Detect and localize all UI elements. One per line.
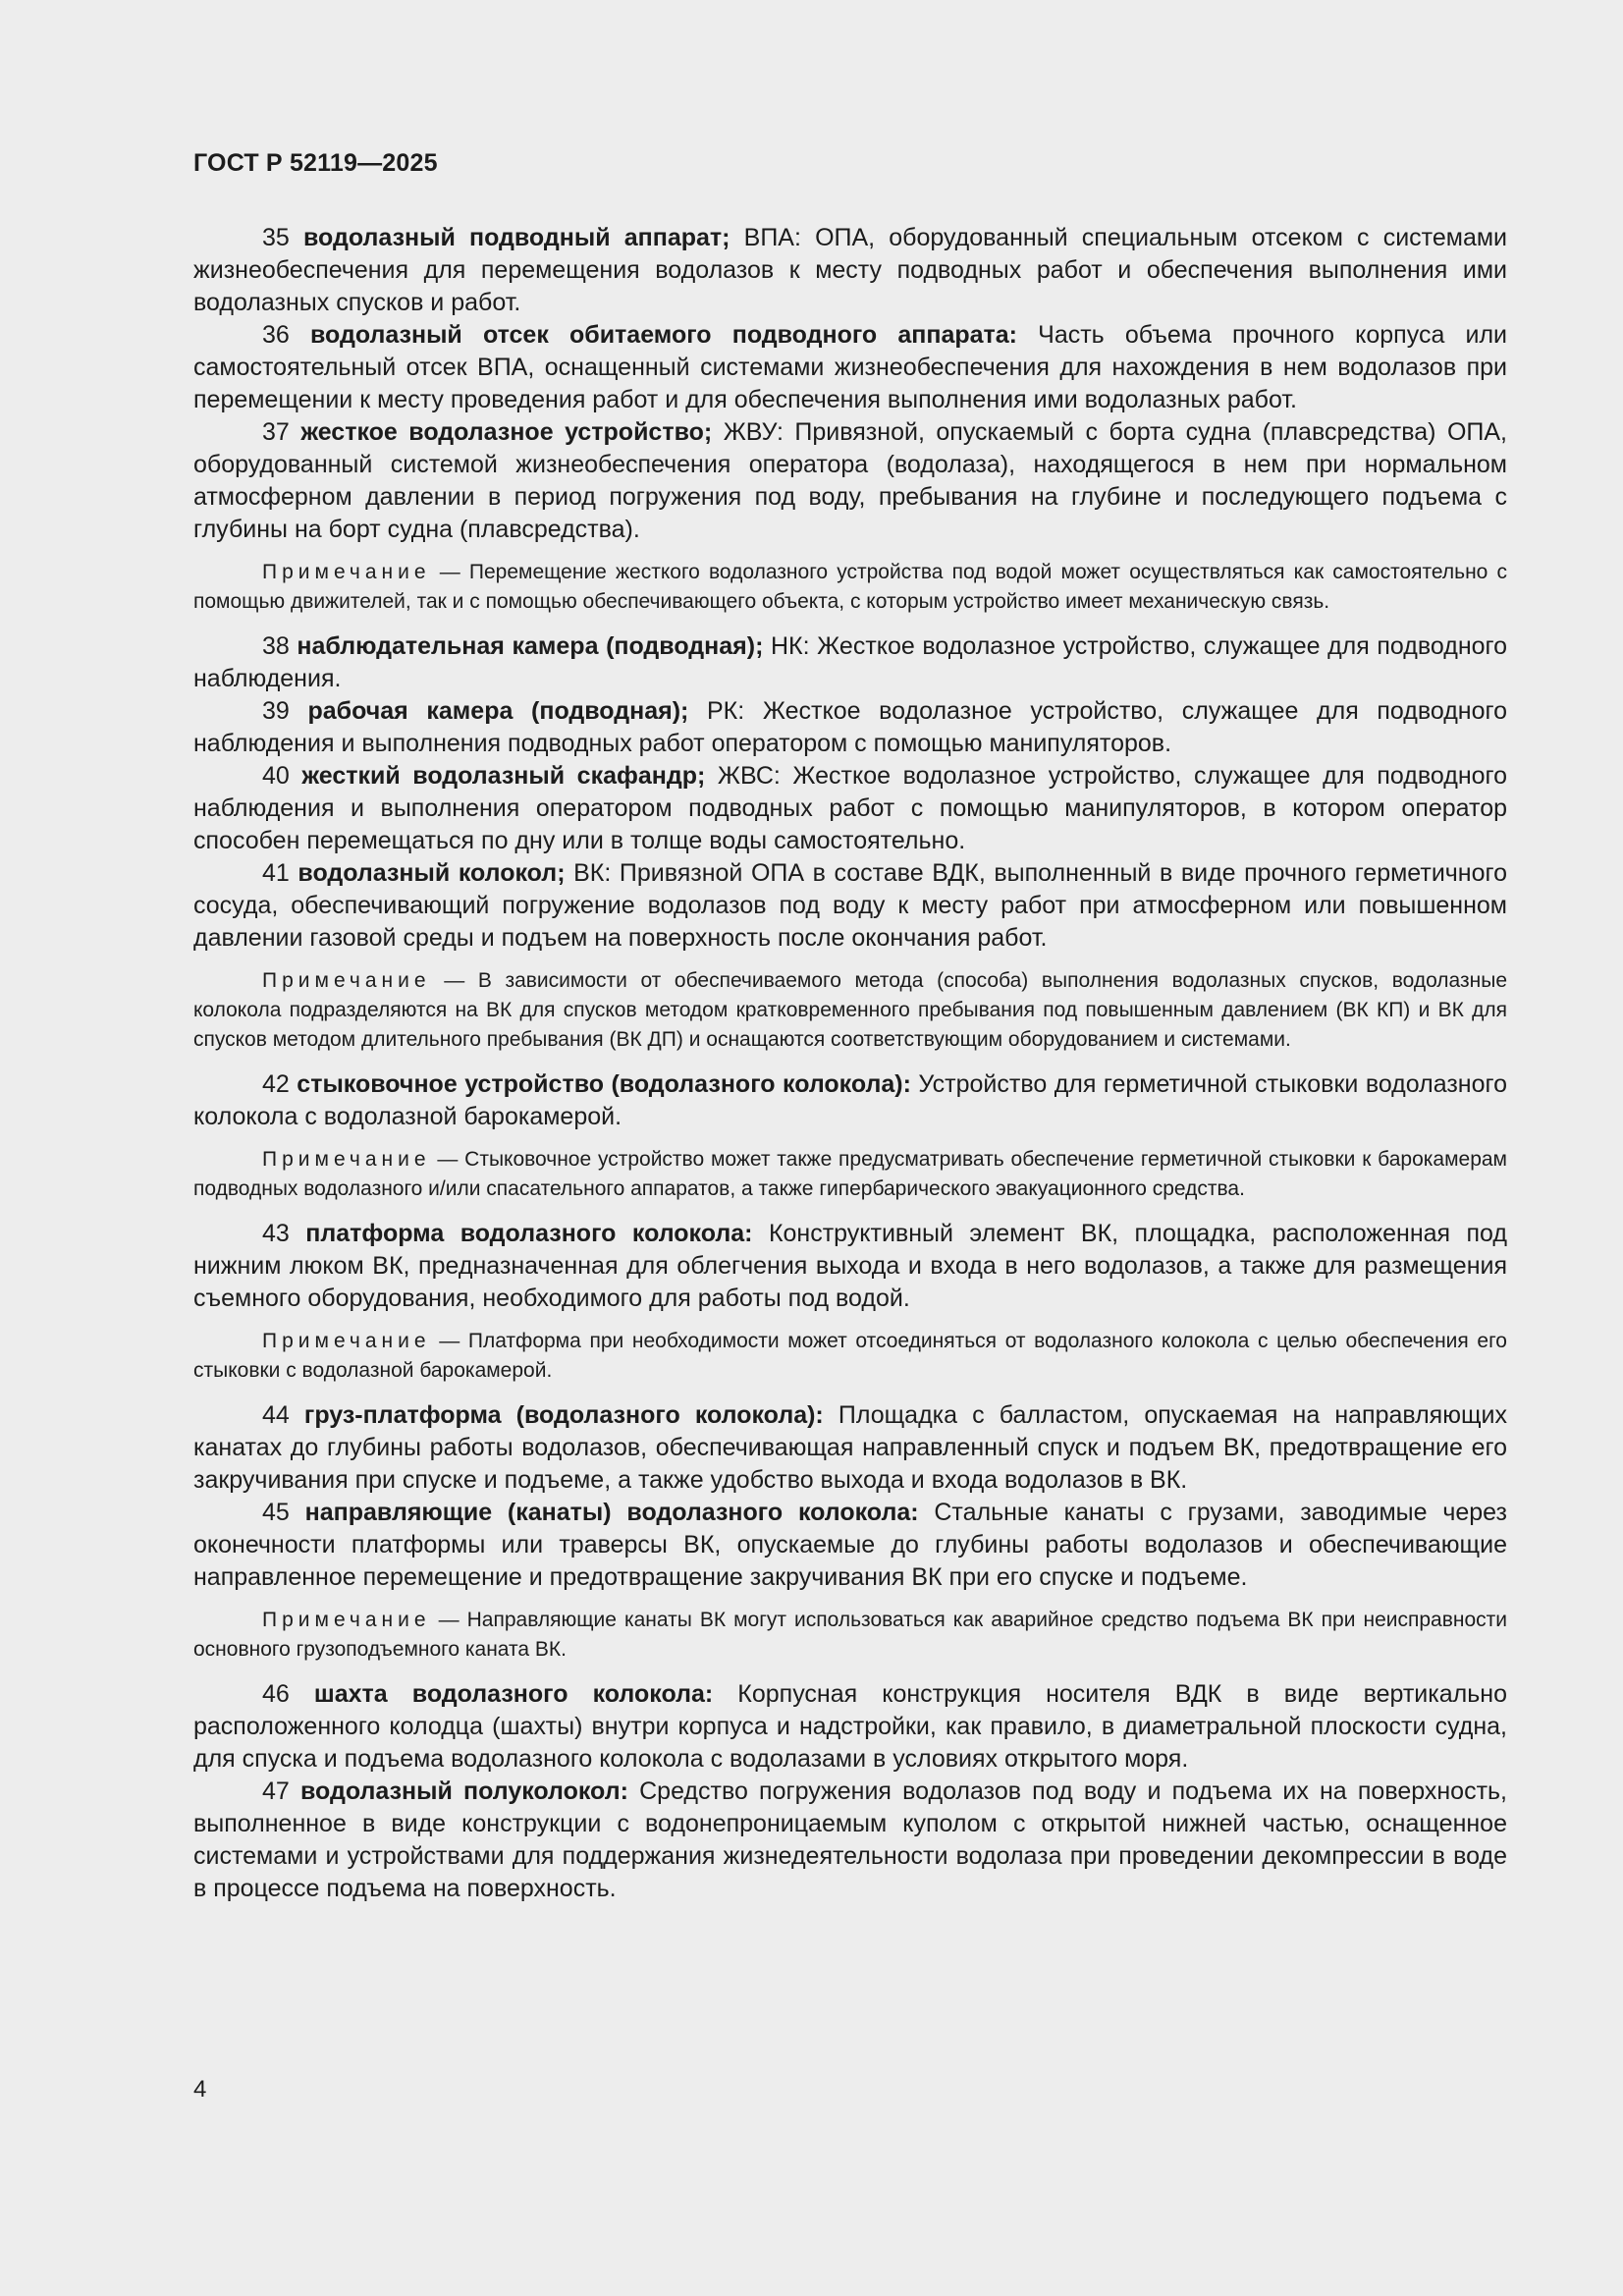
term-number: 38 (262, 632, 290, 660)
term-title: наблюдательная камера (подводная); (297, 632, 764, 660)
term-number: 42 (262, 1070, 290, 1098)
note-45 (193, 1606, 1507, 1665)
term-title: жесткое водолазное устройство; (300, 418, 713, 446)
term-37 (193, 416, 1507, 546)
term-number: 44 (262, 1401, 290, 1429)
term-title: стыковочное устройство (водолазного колокола): (297, 1070, 911, 1098)
term-definition: Часть объема прочного корпуса или самостоятельный отсек ВПА, оснащенный системами жизнеобеспечения для нахождения в нем водолазов при перемещении к месту проведения работ и для обеспечения выполнения ими водолазных работ. (193, 321, 1508, 413)
term-definition: НК: Жесткое водолазное устройство, служащее для подводного наблюдения. (193, 632, 1507, 692)
term-title: рабочая камера (подводная); (307, 697, 689, 725)
term-43 (193, 1218, 1507, 1315)
note-text: — Платформа при необходимости может отсоединяться от водолазного колокола с целью обеспечения его стыковки с водолазной барокамерой. (193, 1330, 1507, 1382)
term-title: водолазный отсек обитаемого подводного аппарата: (309, 321, 1018, 349)
term-36 (193, 319, 1507, 416)
term-definition: Устройство для герметичной стыковки водолазного колокола с водолазной барокамерой. (193, 1070, 1507, 1130)
term-definition: Конструктивный элемент ВК, площадка, расположенная под нижним люком ВК, предназначенная для облегчения выхода и входа в него водолазов, а также для размещения съемного оборудования, необходимого для работы под водой. (193, 1220, 1507, 1312)
term-definition: ЖВС: Жесткое водолазное устройство, служащее для подводного наблюдения и выполнения оператором подводных работ с помощью манипуляторов, в котором оператор способен перемещаться по дну или в толще воды самостоятельно. (193, 762, 1507, 854)
note-text: — В зависимости от обеспечиваемого метода (способа) выполнения водолазных спусков, водолазные колокола подразделяются на ВК для спусков методом кратковременного пребывания под повышенным давлением (ВК КП) и ВК для спусков методом длительного пребывания (ВК ДП) и оснащаются соответствующим оборудованием и системами. (193, 969, 1507, 1051)
note-41 (193, 966, 1507, 1055)
term-definition: Корпусная конструкция носителя ВДК в виде вертикально расположенного колодца (шахты) внутри корпуса и надстройки, как правило, в диаметральной плоскости судна, для спуска и подъема водолазного колокола с водолазами в условиях открытого моря. (193, 1680, 1507, 1773)
note-label: Примечание (262, 1330, 431, 1352)
term-title: шахта водолазного колокола: (313, 1680, 714, 1708)
term-number: 41 (262, 859, 290, 887)
term-number: 46 (262, 1680, 290, 1708)
term-title: водолазный полуколокол: (300, 1777, 628, 1805)
term-title: водолазный подводный аппарат; (302, 224, 730, 251)
term-number: 37 (262, 418, 290, 446)
note-label: Примечание (262, 1609, 431, 1631)
term-46 (193, 1678, 1507, 1776)
term-definition: ВПА: ОПА, оборудованный специальным отсеком с системами жизнеобеспечения для перемещения водолазов к месту подводных работ и обеспечения выполнения ими водолазных спусков и работ. (193, 224, 1507, 316)
term-number: 43 (262, 1220, 290, 1247)
note-label: Примечание (262, 1148, 431, 1171)
term-45 (193, 1497, 1507, 1594)
term-44 (193, 1399, 1507, 1497)
note-42 (193, 1145, 1507, 1204)
document-body (193, 222, 1507, 1905)
term-definition: Средство погружения водолазов под воду и подъема их на поверхность, выполненное в виде конструкции с водонепроницаемым куполом с открытой нижней частью, оснащенное системами и устройствами для поддержания жизнедеятельности водолаза при проведении декомпрессии в воде в процессе подъема на поверхность. (193, 1777, 1507, 1902)
term-title: жесткий водолазный скафандр; (301, 762, 706, 790)
term-38 (193, 630, 1507, 695)
term-definition: ВК: Привязной ОПА в составе ВДК, выполненный в виде прочного герметичного сосуда, обеспечивающий погружение водолазов под воду к месту работ при атмосферном или повышенном давлении газовой среды и подъем на поверхность после окончания работ. (193, 859, 1507, 952)
term-number: 35 (262, 224, 290, 251)
term-number: 47 (262, 1777, 290, 1805)
note-37 (193, 558, 1507, 617)
term-number: 40 (262, 762, 290, 790)
term-number: 39 (262, 697, 290, 725)
term-number: 45 (262, 1499, 290, 1526)
note-text: — Направляющие канаты ВК могут использоваться как аварийное средство подъема ВК при неисправности основного грузоподъемного каната ВК. (193, 1609, 1507, 1661)
term-title: груз-платформа (водолазного колокола): (303, 1401, 824, 1429)
term-41 (193, 857, 1507, 955)
note-label: Примечание (262, 969, 431, 992)
term-40 (193, 760, 1507, 857)
note-text: — Стыковочное устройство может также предусматривать обеспечение герметичной стыковки к барокамерам подводных водолазного и/или спасательного аппаратов, а также гипербарического эвакуационного средства. (193, 1148, 1507, 1200)
note-text: — Перемещение жесткого водолазного устройства под водой может осуществляться как самостоятельно с помощью движителей, так и с помощью обеспечивающего объекта, с которым устройство имеет механическую связь. (193, 561, 1507, 613)
note-43 (193, 1327, 1507, 1386)
term-47 (193, 1776, 1507, 1905)
term-definition: Стальные канаты с грузами, заводимые через оконечности платформы или траверсы ВК, опускаемые до глубины работы водолазов и обеспечивающие направленное перемещение и предотвращение закручивания ВК при его спуске и подъеме. (193, 1499, 1507, 1591)
note-label: Примечание (262, 561, 431, 583)
term-39 (193, 695, 1507, 760)
term-title: водолазный колокол; (298, 859, 566, 887)
page-number: 4 (193, 2076, 207, 2103)
term-title: платформа водолазного колокола: (305, 1220, 753, 1247)
term-definition: РК: Жесткое водолазное устройство, служащее для подводного наблюдения и выполнения подводных работ оператором с помощью манипуляторов. (193, 697, 1507, 757)
term-title: направляющие (канаты) водолазного колокола: (304, 1499, 919, 1526)
term-number: 36 (262, 321, 290, 349)
term-definition: Площадка с балластом, опускаемая на направляющих канатах до глубины работы водолазов, обеспечивающая направленный спуск и подъем ВК, предотвращение его закручивания при спуске и подъеме, а также удобство выхода и входа водолазов в ВК. (193, 1401, 1507, 1494)
term-definition: ЖВУ: Привязной, опускаемый с борта судна (плавсредства) ОПА, оборудованный системой жизнеобеспечения оператора (водолаза), находящегося в нем при нормальном атмосферном давлении в период погружения под воду, пребывания на глубине и последующего подъема с глубины на борт судна (плавсредства). (193, 418, 1508, 543)
term-35 (193, 222, 1507, 319)
term-42 (193, 1068, 1507, 1133)
document-header: ГОСТ Р 52119—2025 (193, 149, 438, 177)
